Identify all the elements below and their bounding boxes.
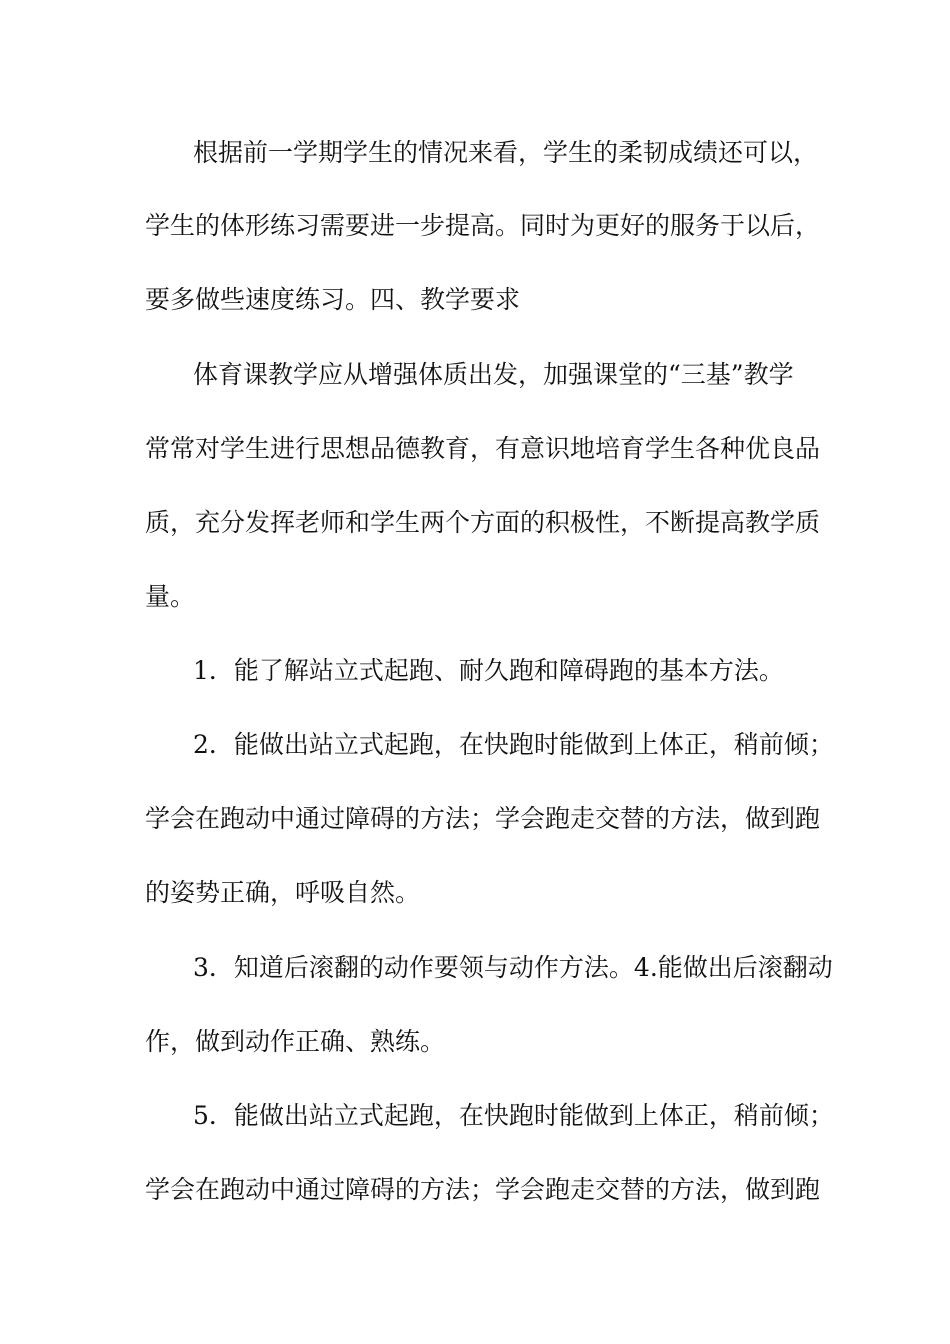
list-item-5: 5．能做出站立式起跑，在快跑时能做到上体正，稍前倾；: [193, 1101, 834, 1130]
text-line: 的姿势正确，呼吸自然。: [145, 878, 421, 907]
list-item-2: 2．能做出站立式起跑，在快跑时能做到上体正，稍前倾；: [193, 730, 834, 759]
list-item-3: 3．知道后滚翻的动作要领与动作方法。4.能做出后滚翻动: [193, 953, 833, 982]
text-line: 质，充分发挥老师和学生两个方面的积极性，不断提高教学质: [145, 508, 821, 537]
text-line: 作，做到动作正确、熟练。: [145, 1027, 446, 1056]
text-line: 要多做些速度练习。四、教学要求: [145, 285, 521, 314]
text-line: 常常对学生进行思想品德教育，有意识地培育学生各种优良品: [145, 434, 821, 463]
list-item-1: 1．能了解站立式起跑、耐久跑和障碍跑的基本方法。: [193, 656, 784, 685]
text-line: 体育课教学应从增强体质出发，加强课堂的“三基”教学: [193, 360, 794, 389]
text-line: 学生的体形练习需要进一步提高。同时为更好的服务于以后，: [145, 211, 821, 240]
text-line: 学会在跑动中通过障碍的方法；学会跑走交替的方法，做到跑: [145, 804, 821, 833]
text-line: 学会在跑动中通过障碍的方法；学会跑走交替的方法，做到跑: [145, 1175, 821, 1204]
text-line: 量。: [145, 582, 196, 611]
text-line: 根据前一学期学生的情况来看，学生的柔韧成绩还可以，: [193, 138, 819, 167]
